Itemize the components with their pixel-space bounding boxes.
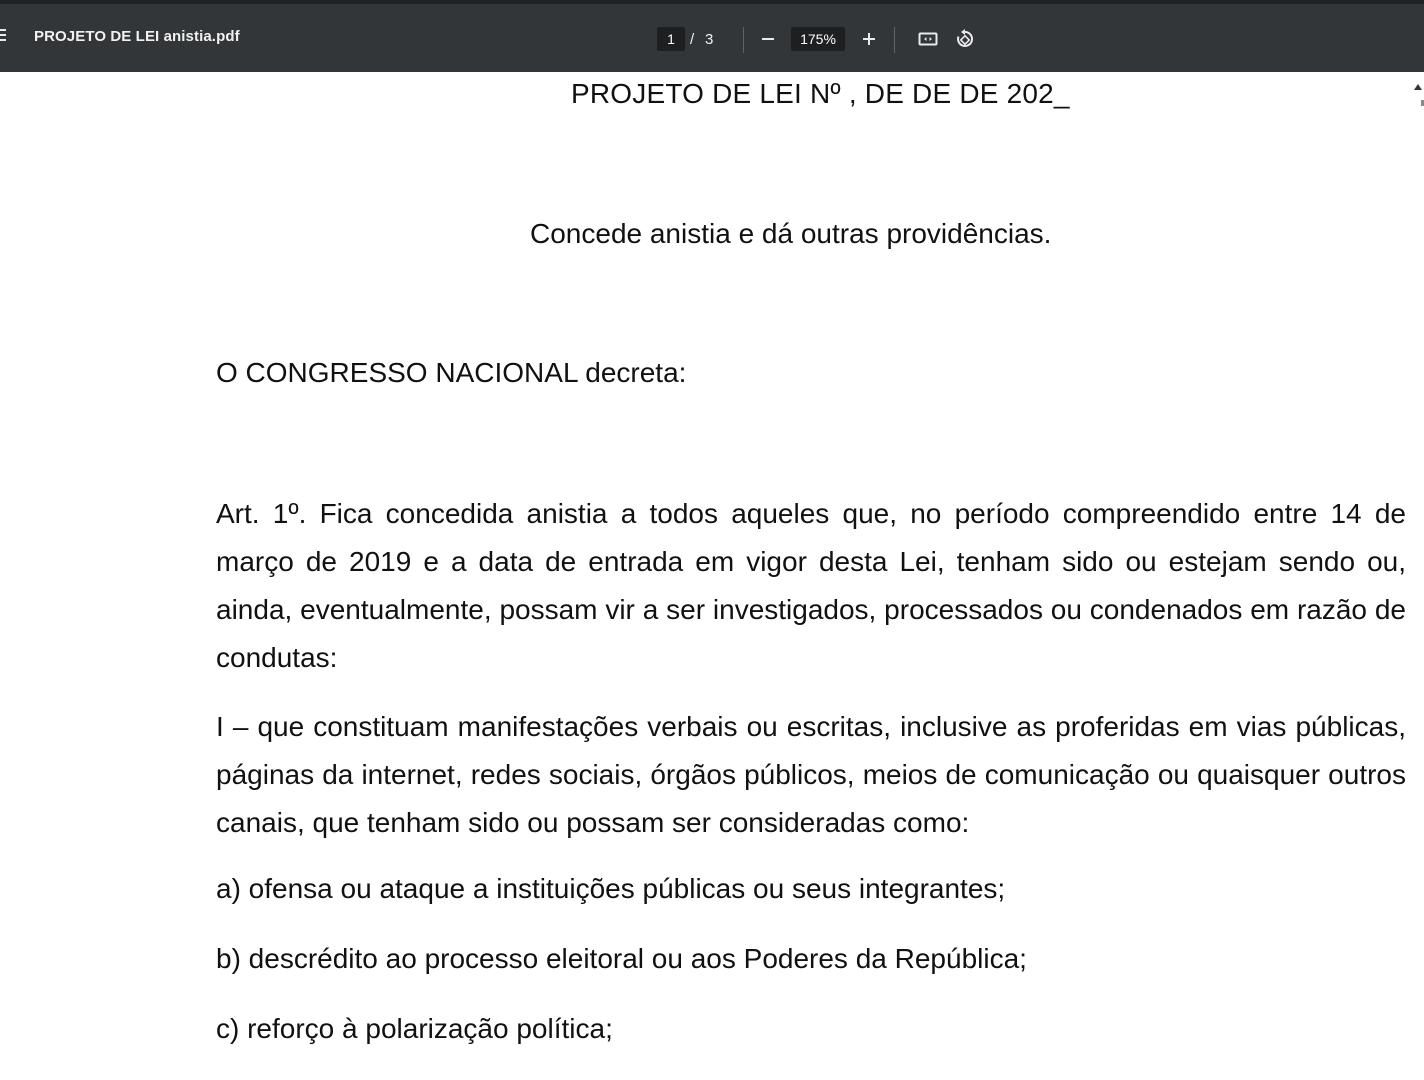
bill-heading: PROJETO DE LEI Nº , DE DE DE 202_ xyxy=(571,78,1070,109)
article-1-paragraph: Art. 1º. Fica concedida anistia a todos aqueles que, no período compreendido entre 14 de março de 2019 e a data de entrada em vigor desta Lei, tenham sido ou estejam sendo ou, ainda, eventualmente, possam vir a ser investigados, processados ou condenados em razão de condutas: xyxy=(216,498,1406,673)
alinea-c: c) reforço à polarização política; xyxy=(216,1013,613,1044)
fit-to-page-button[interactable] xyxy=(914,25,942,53)
total-pages: 3 xyxy=(705,31,714,48)
plus-icon xyxy=(862,32,876,46)
page-number-input[interactable]: 1 xyxy=(657,27,685,51)
fit-to-page-icon xyxy=(918,31,938,47)
inciso-1-paragraph: I – que constituam manifestações verbais ou escritas, inclusive as proferidas em vias públicas, páginas da internet, redes sociais, órgãos públicos, meios de comunicação ou quaisquer outros canais, que tenham sido ou possam ser consideradas como: xyxy=(216,711,1406,838)
zoom-out-button[interactable] xyxy=(754,25,782,53)
toolbar-divider xyxy=(743,27,744,53)
alinea-a: a) ofensa ou ataque a instituições públicas ou seus integrantes; xyxy=(216,873,1006,904)
scroll-up-arrow-icon[interactable] xyxy=(1414,84,1422,90)
zoom-level-input[interactable] xyxy=(791,27,845,51)
document-title: PROJETO DE LEI anistia.pdf xyxy=(34,28,240,45)
hamburger-menu-icon[interactable] xyxy=(0,29,6,43)
bill-summary: Concede anistia e dá outras providências. xyxy=(530,218,1052,249)
minus-icon xyxy=(761,32,775,46)
rotate-button[interactable] xyxy=(951,25,979,53)
zoom-in-button[interactable] xyxy=(855,25,883,53)
page-separator: / xyxy=(690,31,695,48)
alinea-b: b) descrédito ao processo eleitoral ou aos Poderes da República; xyxy=(216,943,1027,974)
zoom-level-value: 175% xyxy=(800,31,836,47)
pdf-toolbar xyxy=(0,0,1424,72)
rotate-icon xyxy=(955,29,975,49)
toolbar-divider xyxy=(894,27,895,53)
enacting-clause: O CONGRESSO NACIONAL decreta: xyxy=(216,357,687,388)
